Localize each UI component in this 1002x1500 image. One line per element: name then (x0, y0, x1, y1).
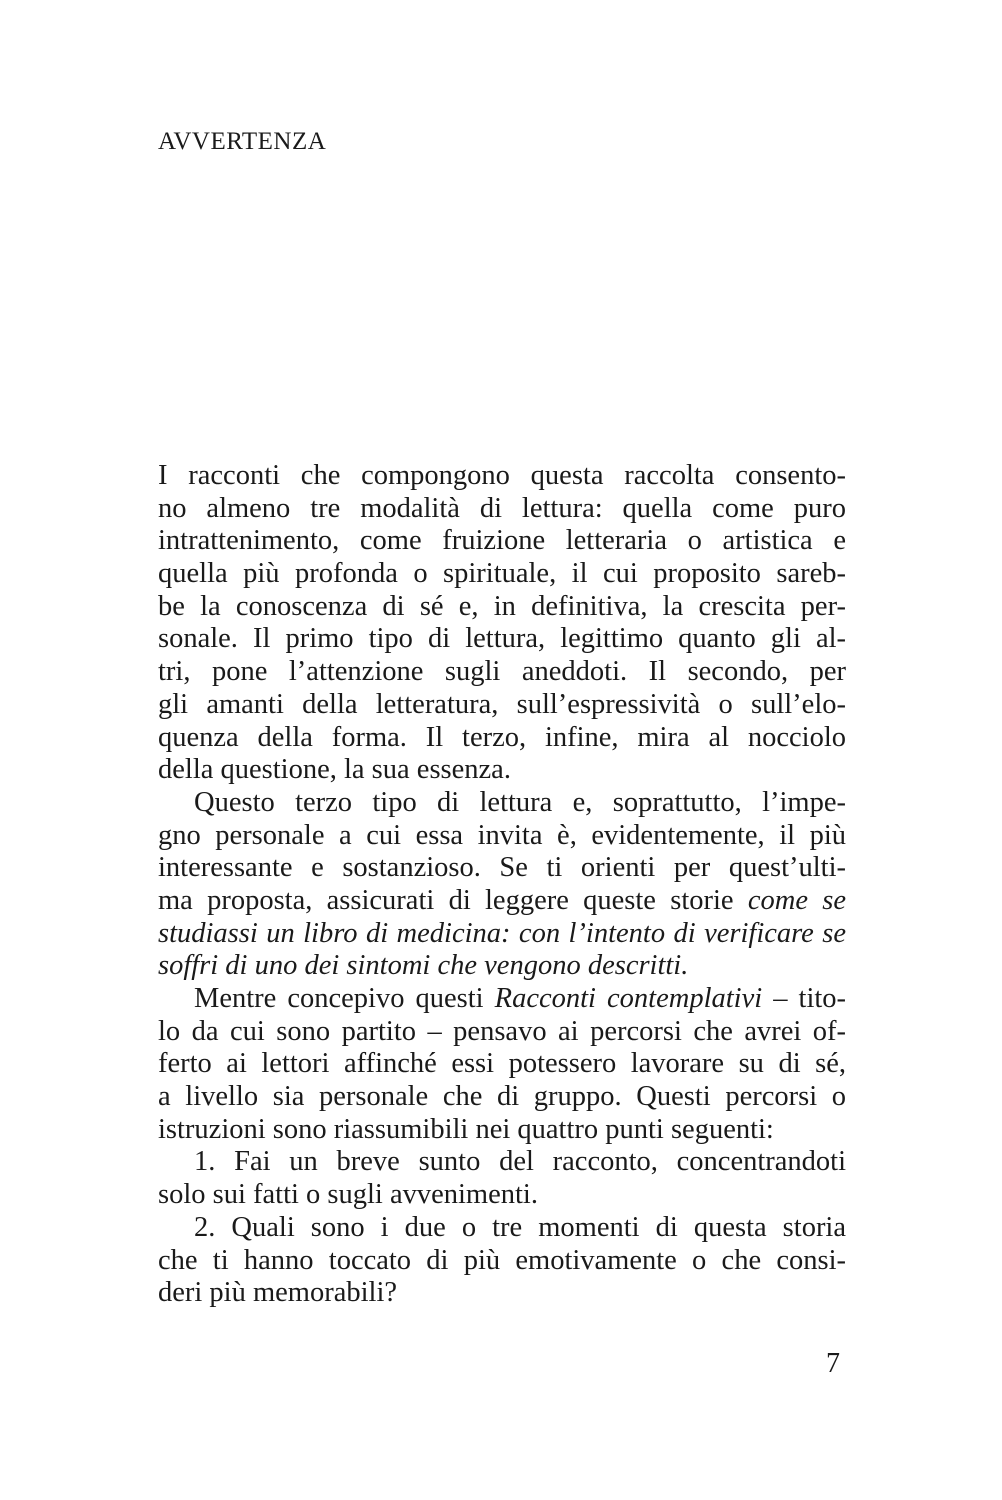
page-heading: AVVERTENZA (158, 128, 327, 155)
text-line: lo da cui sono partito – pensavo ai percorsi che avrei of- (158, 1015, 846, 1047)
text-run: Mentre concepivo questi (194, 983, 484, 1014)
text-line: be la conoscenza di sé e, in definitiva, la crescita per- (158, 590, 846, 622)
italic-text-line: studiassi un libro di medicina: con l’intento di verificare se (158, 917, 846, 949)
text-line: deri più memorabili? (158, 1277, 398, 1309)
text-line: ferto ai lettori affinché essi potessero lavorare su di sé, (158, 1048, 846, 1080)
text-line: che ti hanno toccato di più emotivamente o che consi- (158, 1244, 846, 1276)
text-line: istruzioni sono riassumibili nei quattro punti seguenti: (158, 1113, 774, 1145)
text-line: I racconti che compongono questa raccolta consento- (158, 460, 846, 491)
text-line: no almeno tre modalità di lettura: quella come puro (158, 492, 846, 524)
paragraph-3 (158, 983, 846, 1146)
paragraph-1 (158, 460, 846, 787)
text-run: ma proposta, assicurati di leggere queste storie (158, 884, 734, 916)
text-line: gli amanti della letteratura, sull’espressività o sull’elo- (158, 688, 846, 720)
italic-text-line: soffri di uno dei sintomi che vengono descritti. (158, 950, 689, 982)
paragraph-2 (158, 787, 846, 983)
text-line: della questione, la sua essenza. (158, 754, 511, 786)
text-line: a livello sia personale che di gruppo. Questi percorsi o (158, 1081, 846, 1113)
text-run: – tito- (773, 983, 847, 1014)
text-line: quella più profonda o spirituale, il cui proposito sareb- (158, 558, 846, 590)
text-line: gno personale a cui essa invita è, evidentemente, il più (158, 819, 846, 851)
text-line-mixed (158, 885, 846, 918)
text-line: sonale. Il primo tipo di lettura, legittimo quanto gli al- (158, 623, 846, 655)
text-line: 1. Fai un breve sunto del racconto, concentrandoti (194, 1146, 846, 1178)
italic-text-run: come se (747, 884, 846, 916)
text-line: Questo terzo tipo di lettura e, soprattutto, l’impe- (194, 786, 846, 818)
text-line: intrattenimento, come fruizione letteraria o artistica e (158, 525, 846, 557)
body-text (158, 460, 846, 1310)
italic-title: Racconti contemplativi (494, 983, 763, 1014)
text-line: solo sui fatti o sugli avvenimenti. (158, 1179, 538, 1211)
list-item-2 (158, 1212, 846, 1310)
text-line: quenza della forma. Il terzo, infine, mira al nocciolo (158, 721, 846, 753)
list-item-1 (158, 1146, 846, 1211)
text-line-mixed (158, 983, 846, 1016)
page-number: 7 (826, 1348, 840, 1379)
text-line: tri, pone l’attenzione sugli aneddoti. Il secondo, per (158, 656, 846, 688)
text-line: interessante e sostanzioso. Se ti orienti per quest’ulti- (158, 852, 846, 884)
text-line: 2. Quali sono i due o tre momenti di questa storia (194, 1211, 846, 1243)
